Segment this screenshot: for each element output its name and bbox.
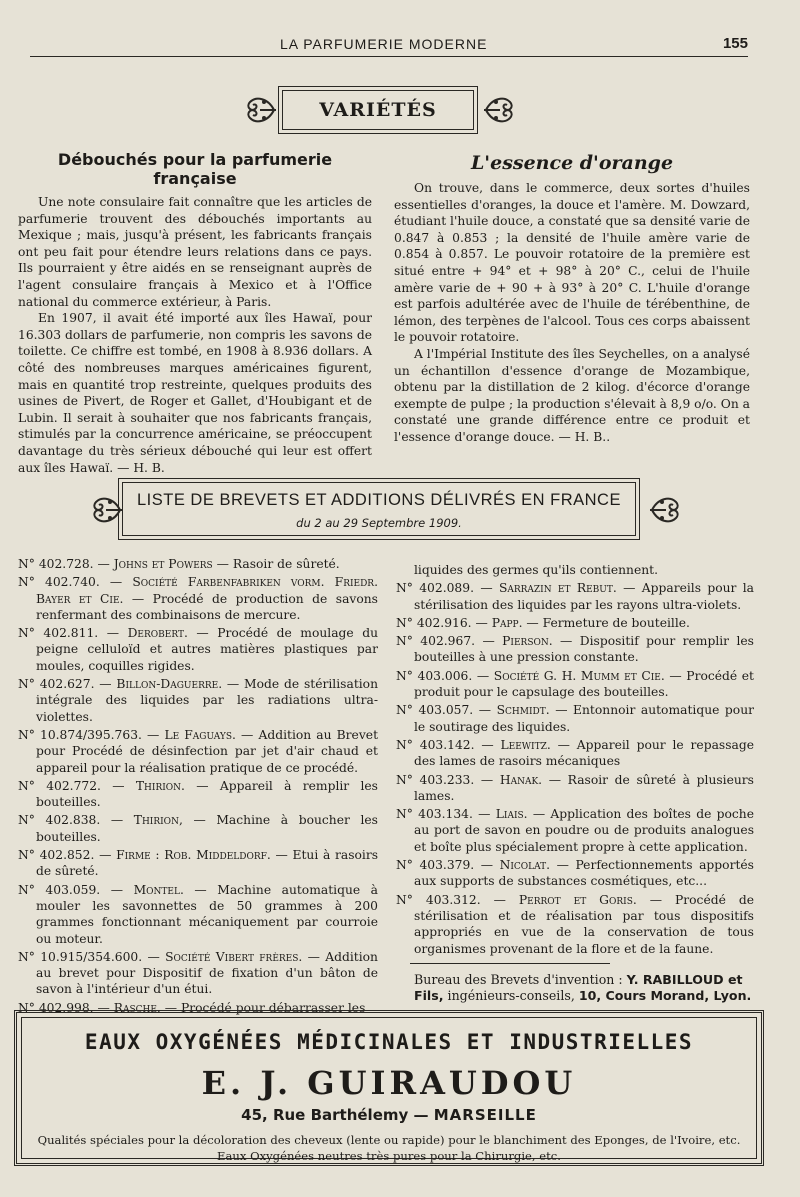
patent-description: Perfectionnements apportés aux supports de substances cosmétiques, etc... [414, 858, 754, 889]
article-paragraph: En 1907, il avait été importé aux îles Hawaï, pour 16.303 dollars de parfumerie, non compris les savons de toilette. Ce chiffre est tombé, en 1908 à 8.936 dollars. A côté des nombreuses marques américaines figurent, mais en quantité trop restreinte, quelques produits des usines de Pivert, de Roger et Gallet, d'Houbigant et de Lubin. Il serait à souhaiter que nos fabricants français, stimulés par la concurrence américaine, se préoccupent davantage du très sérieux débouché qui leur est offert aux îles Hawaï. — H. B. [18, 311, 372, 475]
patent-number: N° 403.312. [396, 892, 481, 907]
patent-holder: Liais. [495, 807, 528, 822]
patent-number: N° 402.740. [18, 575, 100, 590]
ad-dash: — [413, 1106, 429, 1124]
patent-entry: N° 402.852. — Firme : Rob. Middeldorf. — Etui à rasoirs de sûreté. [18, 848, 379, 879]
section-banner-brevets [90, 478, 682, 544]
patent-description: Appareil pour le repassage des lames de rasoirs mécaniques [414, 737, 755, 769]
patent-description: Procédé et produit pour le capsulage des bouteilles. [414, 668, 754, 700]
patent-continuation: liquides des germes qu'ils contiennent. [414, 563, 659, 577]
patent-description: Machine à boucher les bouteilles. [36, 813, 378, 844]
patent-description: Procédé de production de savons renfermant des combinaisons de mercure. [36, 591, 378, 622]
patent-entry: N° 402.728. — Johns et Powers — Rasoir de sûreté. [18, 557, 340, 571]
patent-description: Addition au brevet pour Dispositif de fixation d'un bâton de savon à l'intérieur d'un étui. [36, 949, 378, 997]
patent-holder: Sarrazin et Rebut. [498, 581, 617, 596]
patent-entry: N° 403.006. — Société G. H. Mumm et Cie. — Procédé et produit pour le capsulage des bouteilles. [396, 668, 754, 700]
article-headline: Débouchés pour la parfumerie française [57, 150, 333, 188]
patent-entry: N° 402.740. — Société Farbenfabriken vorm. Friedr. Bayer et Cie. — Procédé de production de savons renfermant des combinaisons de mercure. [18, 575, 378, 622]
section-subtitle: du 2 au 29 Septembre 1909. [296, 516, 462, 530]
patent-office-notice [396, 972, 754, 1004]
patent-description: Mode de stérilisation intégrale des liquides par les radiations ultra-violettes. [36, 677, 379, 724]
ad-description: Qualités spéciales pour la décoloration des cheveux (lente ou rapide) pour le blanchiment des Eponges, de l'Ivoire, etc. [37, 1133, 741, 1147]
patent-list-left [18, 556, 378, 1018]
article-paragraph: Une note consulaire fait connaître que les articles de parfumerie trouvent des débouchés importants au Mexique ; mais, jusqu'à présent, les fabricants français ont peu fait pour étendre leurs relations dans ce pays. Ils pourraient y être aidés en se renseignant auprès de l'agent consulaire français à Mexico et à l'Office national du commerce extérieur, à Paris. [18, 195, 372, 309]
patent-holder: Montel. [133, 882, 184, 897]
patent-entry: N° 10.915/354.600. — Société Vibert frères. — Addition au brevet pour Dispositif de fixation d'un bâton de savon à l'intérieur d'un étui. [18, 949, 378, 997]
article-paragraph: On trouve, dans le commerce, deux sortes d'huiles essentielles d'oranges, la douce et l'amère. M. Dowzard, étudiant l'huile douce, a constaté que sa densité varie de 0.847 à 0.853 ; la densité de l'huile amère varie de 0.854 à 0.857. Le pouvoir rotatoire de la première est situé entre + 94° et + 98° à 20° C., celui de l'huile amère varie de + 90 + à 93° à 20° C. L'huile d'orange est parfois adultérée avec de l'huile de térébenthine, de lémon, des terpènes de l'alcool. Tous ces corps abaissent le pouvoir rotatoire. [394, 181, 750, 345]
section-banner-varietes [242, 86, 518, 136]
patent-number: N° 402.728. [18, 557, 94, 571]
article-paragraph: A l'Impérial Institute des îles Seychelles, on a analysé un échantillon d'essence d'orange de Mozambique, obtenu par la distillation de 2 kilog. d'écorce d'orange exempte de pulpe ; la production s'élevait à 8,9 o/o. On a constaté une grande différence entre ce produit et l'essence d'orange douce. — H. B.. [394, 346, 750, 444]
patent-holder: Hanak. [499, 772, 543, 787]
patent-entry: N° 403.142. — Leewitz. — Appareil pour le repassage des lames de rasoirs mécaniques [396, 737, 755, 769]
office-name: Y. RABILLOUD et Fils, [414, 971, 743, 1003]
banner-frame [118, 478, 640, 540]
patent-entry: N° 403.057. — Schmidt. — Entonnoir automatique pour le soutirage des liquides. [396, 703, 755, 734]
patent-holder: Le Faguays. [164, 727, 236, 742]
patent-description: Entonnoir automatique pour le soutirage des liquides. [414, 703, 755, 734]
ad-street: 45, Rue Barthélemy [241, 1106, 409, 1124]
article-essence-orange [394, 152, 750, 446]
banner-frame [278, 86, 478, 134]
article-headline: L'essence d'orange [470, 152, 674, 174]
patent-number: N° 403.059. [18, 882, 101, 897]
patent-holder: Société Farbenfabriken vorm. Friedr. Bayer et Cie. [36, 575, 378, 606]
patent-description: Addition au Brevet pour Procédé de désinfection par jet d'air chaud et appareil pour la réalisation pratique de ce procédé. [36, 727, 379, 775]
patent-number: N° 403.142. [396, 737, 475, 752]
ad-address [22, 1106, 756, 1124]
patent-number: N° 402.772. [18, 778, 101, 793]
section-title: VARIÉTÉS [319, 99, 437, 121]
patent-entry: N° 402.772. — Thirion. — Appareil à remplir les bouteilles. [18, 778, 378, 810]
ad-city: MARSEILLE [433, 1106, 537, 1124]
patent-description: Appareils pour la stérilisation des liquides par les rayons ultra-violets. [414, 581, 755, 612]
patent-number: N° 402.089. [396, 581, 474, 596]
patent-holder: Schmidt. [496, 703, 550, 718]
office-role: ingénieurs-conseils, [447, 987, 575, 1003]
patent-entry: N° 403.379. — Nicolat. — Perfectionnements apportés aux supports de substances cosmétiques, etc... [396, 858, 754, 889]
ad-company-name: E. J. GUIRAUDOU [201, 1064, 577, 1102]
patent-holder: Papp. [491, 615, 523, 630]
patent-holder: Pierson. [502, 634, 553, 649]
office-prefix: Bureau des Brevets d'invention : [414, 971, 623, 987]
patent-description: Rasoir de sûreté à plusieurs lames. [414, 772, 754, 803]
patent-number: N° 403.057. [396, 703, 474, 718]
patent-holder: Derobert. [127, 626, 188, 641]
article-debouches [18, 150, 372, 476]
patent-description: Application des boîtes de poche au port de savon en poudre ou de produits analogues et boîte plus spécialement propre à cette application. [414, 807, 754, 854]
fleuron-ornament-icon [482, 90, 516, 130]
patent-description: Procédé de moulage du peigne celluloïd et autres matières plastiques par moules, coquilles rigides. [36, 626, 379, 673]
patent-description: Fermeture de bouteille. [542, 615, 690, 630]
patent-list-right [396, 562, 754, 1004]
patent-entry: N° 402.627. — Billon-Daguerre. — Mode de stérilisation intégrale des liquides par les radiations ultra-violettes. [18, 677, 379, 724]
patent-entry: N° 403.312. — Perrot et Goris. — Procédé de stérilisation et de réalisation par tous dispositifs appropriés en vue de la conservation de tous organismes provenant de la flore et de la faune. [396, 892, 754, 956]
patent-holder: Nicolat. [499, 858, 551, 873]
patent-entry: N° 402.811. — Derobert. — Procédé de moulage du peigne celluloïd et autres matières plastiques par moules, coquilles rigides. [18, 626, 379, 673]
patent-number: N° 402.998. [18, 1000, 94, 1015]
patent-number: N° 402.916. [396, 615, 472, 630]
patent-description: Dispositif pour remplir les bouteilles à une pression constante. [414, 634, 754, 665]
patent-number: N° 403.134. [396, 807, 473, 822]
running-title: LA PARFUMERIE MODERNE [280, 36, 488, 52]
patent-number: N° 402.852. [18, 848, 95, 863]
patent-holder: Billon-Daguerre. [116, 677, 223, 692]
patent-description: Machine automatique à mouler les savonnettes de 50 grammes à 200 grammes fonctionnant mécaniquement par courroie ou moteur. [36, 882, 379, 946]
patent-number: N° 402.967. [396, 634, 476, 649]
patent-entry: N° 402.967. — Pierson. — Dispositif pour remplir les bouteilles à une pression constante. [396, 634, 754, 665]
patent-description: Rasoir de sûreté. [232, 557, 340, 571]
divider [410, 963, 610, 964]
patent-holder: Firme : Rob. Middeldorf. [116, 848, 271, 863]
patent-holder: Société Vibert frères. [165, 949, 303, 964]
patent-holder: Thirion, [133, 813, 183, 828]
fleuron-ornament-icon [648, 490, 682, 530]
patent-holder: Rasche. [113, 1000, 161, 1015]
ad-description: Eaux Oxygénées neutres très pures pour la Chirurgie, etc. [217, 1149, 561, 1163]
patent-entry: N° 10.874/395.763. — Le Faguays. — Addition au Brevet pour Procédé de désinfection par jet d'air chaud et appareil pour la réalisation pratique de ce procédé. [18, 727, 379, 775]
fleuron-ornament-icon [244, 90, 278, 130]
patent-entry: N° 402.998. — Rasche. — Procédé pour débarrasser les [18, 1000, 366, 1015]
advertisement-guiraudou [14, 1010, 764, 1166]
patent-holder: Thirion. [135, 778, 185, 793]
ad-headline: EAUX OXYGÉNÉES MÉDICINALES ET INDUSTRIELLES [84, 1030, 694, 1054]
patent-entry: N° 403.134. — Liais. — Application des boîtes de poche au port de savon en poudre ou de produits analogues et boîte plus spécialement propre à cette application. [396, 807, 754, 854]
patent-description: Appareil à remplir les bouteilles. [36, 778, 378, 810]
patent-holder: Johns et Powers [113, 557, 213, 571]
patent-number: N° 403.379. [396, 858, 475, 873]
patent-entry: N° 403.233. — Hanak. — Rasoir de sûreté à plusieurs lames. [396, 772, 754, 803]
patent-entry: N° 402.916. — Papp. — Fermeture de bouteille. [396, 615, 690, 630]
patent-holder: Leewitz. [500, 737, 551, 752]
patent-entry: N° 402.089. — Sarrazin et Rebut. — Appareils pour la stérilisation des liquides par les rayons ultra-violets. [396, 581, 755, 612]
page-number: 155 [722, 35, 748, 52]
running-header [30, 34, 748, 57]
patent-number: N° 403.006. [396, 668, 473, 683]
office-address: 10, Cours Morand, Lyon. [578, 987, 752, 1003]
patent-number: N° 403.233. [396, 772, 475, 787]
patent-holder: Perrot et Goris. [518, 892, 637, 907]
patent-entries [396, 580, 754, 957]
patent-number: N° 10.874/395.763. [18, 727, 142, 742]
patent-holder: Société G. H. Mumm et Cie. [493, 668, 665, 683]
patent-number: N° 402.811. [18, 626, 99, 641]
patent-entry: N° 402.838. — Thirion, — Machine à boucher les bouteilles. [18, 813, 378, 844]
patent-entry: N° 403.059. — Montel. — Machine automatique à mouler les savonnettes de 50 grammes à 200 grammes fonctionnant mécaniquement par courroie ou moteur. [18, 882, 379, 946]
patent-description: Procédé de stérilisation et de réalisation par tous dispositifs appropriés en vue de la conservation de tous organismes provenant de la flore et de la faune. [414, 892, 754, 956]
patent-number: N° 10.915/354.600. [18, 949, 143, 964]
section-title: LISTE DE BREVETS ET ADDITIONS DÉLIVRÉS EN FRANCE [137, 491, 621, 509]
patent-number: N° 402.627. [18, 677, 95, 692]
patent-description: Procédé pour débarrasser les [180, 1000, 366, 1015]
patent-description: Etui à rasoirs de sûreté. [36, 848, 379, 879]
patent-number: N° 402.838. [18, 813, 101, 828]
